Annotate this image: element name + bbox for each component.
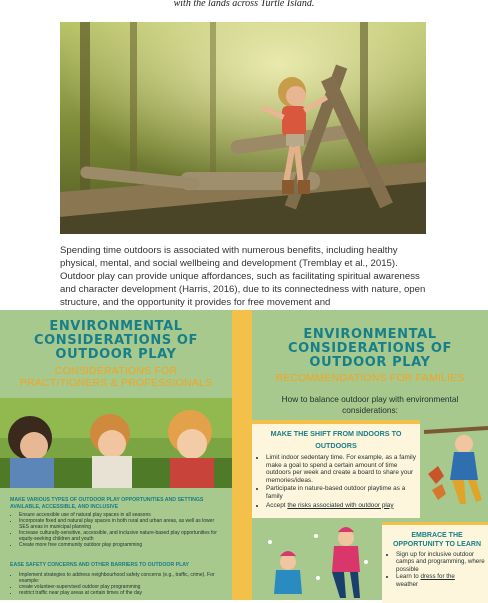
right-panel-subtitle: RECOMMENDATIONS FOR FAMILIES <box>275 372 465 384</box>
top-caption: with the lands across Turtle Island. <box>173 0 315 9</box>
panel-divider <box>232 310 252 600</box>
left-title-line-3: OUTDOOR PLAY <box>55 347 177 362</box>
child-balancing-on-logs-photo <box>60 22 426 234</box>
left-panel-subtitle <box>0 365 232 389</box>
list-item: • Sign up for inclusive outdoor camps and programming, where possible <box>396 551 488 573</box>
risks-link[interactable]: the risks associated with outdoor play <box>287 501 394 509</box>
child-hanging-illustration <box>424 414 488 510</box>
body-paragraph: Spending time outdoors is associated with numerous benefits, including healthy physical, mental, and social wellbeing and development (Tremblay et al., 2015). Outdoor play can provide unique affordances, such as facilitating spiritual awareness and character development (Harris, 2016), due to its connectedness with nature, open structure, and the opportunity it provides for free movement and <box>60 245 426 308</box>
left-subtitle-line-2: PRACTITIONERS & PROFESSIONALS <box>19 377 213 389</box>
left-section-1-heading: MAKE VARIOUS TYPES OF OUTDOOR PLAY OPPORTUNITIES AND SETTINGS AVAILABLE, ACCESSIBLE, AND INCLUSIVE <box>10 497 204 510</box>
learn-prefix: Learn to <box>396 573 421 581</box>
embrace-heading-line-1: EMBRACE THE <box>411 532 463 539</box>
left-section-2-heading: EASE SAFETY CONCERNS AND OTHER BARRIERS TO OUTDOOR PLAY <box>10 562 189 568</box>
list-item: • Implement strategies to address neighbourhood safety concerns (e.g., traffic, crime). For example: <box>19 572 224 584</box>
left-section-2-list <box>10 572 224 596</box>
accept-prefix: Accept <box>266 501 288 509</box>
left-title-line-2: CONSIDERATIONS OF <box>33 333 199 348</box>
shift-list <box>252 454 420 509</box>
outdoor-play-infographic <box>0 310 488 600</box>
children-in-snow-illustration <box>258 522 376 600</box>
list-item: • Ensure accessible use of natural play spaces in all seasons <box>19 512 224 518</box>
learn-suffix: weather <box>396 580 419 588</box>
right-title-line-3: OUTDOOR PLAY <box>309 355 431 370</box>
list-item: • Limit indoor sedentary time. For example, as a family make a goal to spend a certain amount of time outdoors per week and create a board to share your memories/ideas. <box>266 454 420 484</box>
embrace-heading-line-2: OPPORTUNITY TO LEARN <box>392 541 482 548</box>
list-item: • Incorporate fixed and natural play spaces in both rural and urban areas, as well as lower SES areas in municipal planning <box>19 518 224 530</box>
right-panel-intro: How to balance outdoor play with environmental considerations: <box>281 394 459 415</box>
list-item: • Create more free community outdoor play programming <box>19 542 224 548</box>
shift-outdoors-box <box>252 420 420 518</box>
list-item: • Increase culturally-sensitive, accessible, and inclusive nature-based play opportunities for equity-seeking children and youth <box>19 530 224 542</box>
left-panel-title <box>0 320 232 362</box>
right-panel-title <box>252 328 488 370</box>
right-title-line-2: CONSIDERATIONS OF <box>287 341 453 356</box>
shift-heading-line-1: MAKE THE SHIFT FROM INDOORS TO <box>270 429 402 438</box>
list-item: • create volunteer-supervised outdoor play programming <box>19 584 224 590</box>
shift-heading <box>252 428 420 452</box>
list-item: • restrict traffic near play areas at certain times of the day <box>19 590 224 596</box>
dress-for-weather-link[interactable]: dress for the <box>420 573 455 581</box>
children-in-grass-photo <box>0 398 232 488</box>
list-item <box>396 573 488 588</box>
left-title-line-1: ENVIRONMENTAL <box>49 319 183 334</box>
left-section-1-list <box>10 512 224 548</box>
left-subtitle-line-1: CONSIDERATIONS FOR <box>54 365 178 377</box>
shift-heading-line-2: OUTDOORS <box>315 441 357 450</box>
embrace-learning-box <box>382 522 488 603</box>
practitioners-panel <box>0 310 232 600</box>
families-panel <box>252 310 488 600</box>
list-item: • Participate in nature-based outdoor playtime as a family <box>266 485 420 500</box>
embrace-list <box>382 551 488 588</box>
list-item <box>266 502 420 510</box>
right-title-line-1: ENVIRONMENTAL <box>303 327 437 342</box>
embrace-heading <box>382 531 488 549</box>
